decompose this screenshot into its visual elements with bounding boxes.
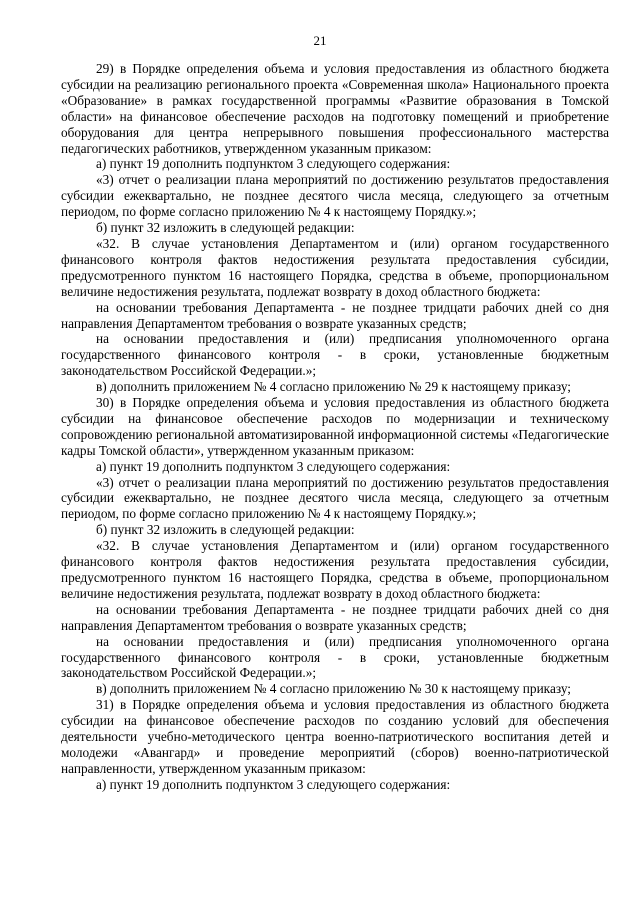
paragraph: в) дополнить приложением № 4 согласно приложению № 29 к настоящему приказу;	[96, 379, 571, 395]
paragraph: б) пункт 32 изложить в следующей редакции:	[96, 220, 355, 236]
paragraph: а) пункт 19 дополнить подпунктом 3 следующего содержания:	[96, 776, 451, 792]
paragraph: «3) отчет о реализации плана мероприятий по достижению результатов предоставления субсидии ежеквартально, не позднее десятого числа месяца, следующего за отчетным периодом, по форме согласно приложению № 4 к настоящему Порядку.»;	[61, 172, 609, 220]
paragraph: «32. В случае установления Департаментом и (или) органом государственного финансового контроля фактов недостижения результата предоставления субсидии, предусмотренного пунктом 16 настоящего Порядка, средства в объеме, пропорциональном величине недостижения результата, подлежат возврату в доход областного бюджета:	[61, 235, 609, 299]
paragraph: «3) отчет о реализации плана мероприятий по достижению результатов предоставления субсидии ежеквартально, не позднее десятого числа месяца, следующего за отчетным периодом, по форме согласно приложению № 4 к настоящему Порядку.»;	[61, 474, 609, 522]
paragraph: в) дополнить приложением № 4 согласно приложению № 30 к настоящему приказу;	[96, 681, 571, 697]
paragraph: а) пункт 19 дополнить подпунктом 3 следующего содержания:	[96, 458, 451, 474]
paragraph: «32. В случае установления Департаментом и (или) органом государственного финансового контроля фактов недостижения результата предоставления субсидии, предусмотренного пунктом 16 настоящего Порядка, средства в объеме, пропорциональном величине недостижения результата, подлежат возврату в доход областного бюджета:	[61, 538, 609, 601]
page-number: 21	[313, 33, 327, 48]
paragraph: 29) в Порядке определения объема и условия предоставления из областного бюджета субсидии на реализацию регионального проекта «Современная школа» Национального проекта «Образование» в рамках государственной программы «Развитие образования в Томской области» на финансовое обеспечение расходов на подготовку помещений и приобретение оборудования для центра непрерывного повышения профессионального мастерства педагогических работников, утвержденном указанным приказом:	[61, 61, 609, 156]
paragraph: а) пункт 19 дополнить подпунктом 3 следующего содержания:	[96, 156, 451, 172]
paragraph: на основании предоставления и (или) предписания уполномоченного органа государственного финансового контроля - в сроки, установленные бюджетным законодательством Российской Федерации.»;	[61, 331, 609, 379]
paragraph: б) пункт 32 изложить в следующей редакции:	[96, 522, 355, 538]
paragraph: 30) в Порядке определения объема и условия предоставления из областного бюджета субсидии на финансовое обеспечение расходов по модернизации и техническому сопровождению региональной автоматизированной информационной системы «Педагогические кадры Томской области», утвержденном указанным приказом:	[61, 395, 609, 458]
document-body	[61, 61, 609, 793]
paragraph: на основании требования Департамента - не позднее тридцати рабочих дней со дня направления Департаментом требования о возврате указанных средств;	[61, 601, 609, 633]
paragraph: 31) в Порядке определения объема и условия предоставления из областного бюджета субсидии на финансовое обеспечение расходов по созданию условий для обеспечения деятельности учебно-методического центра военно-патриотического воспитания детей и молодежи «Авангард» и проведение мероприятий (сборов) военно-патриотической направленности, утвержденном указанным приказом:	[61, 697, 609, 776]
paragraph: на основании предоставления и (или) предписания уполномоченного органа государственного финансового контроля - в сроки, установленные бюджетным законодательством Российской Федерации.»;	[61, 633, 609, 681]
paragraph: на основании требования Департамента - не позднее тридцати рабочих дней со дня направления Департаментом требования о возврате указанных средств;	[61, 299, 609, 331]
